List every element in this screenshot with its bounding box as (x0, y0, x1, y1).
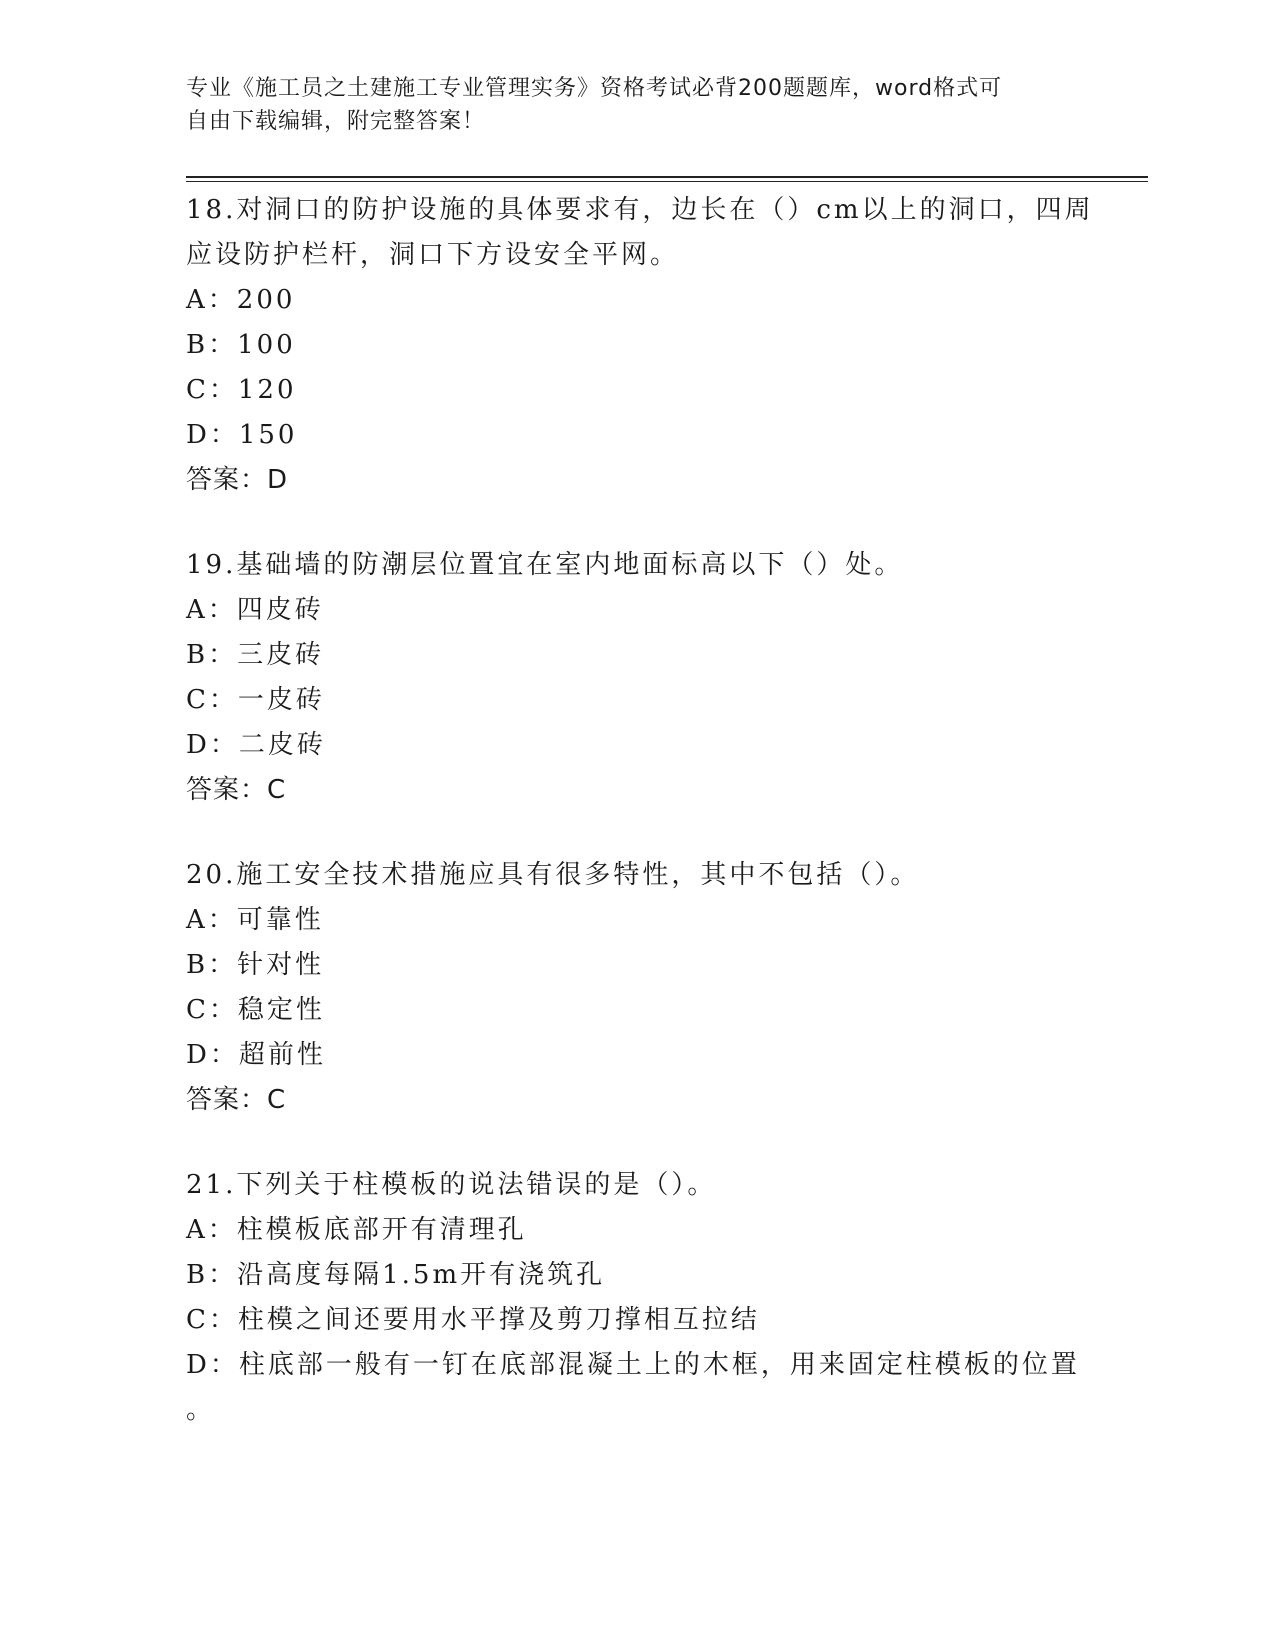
option-a: A：可靠性 (186, 905, 324, 935)
question-stem: 21.下列关于柱模板的说法错误的是（）。 (186, 1170, 717, 1200)
option-d: D：柱底部一般有一钉在底部混凝土上的木框，用来固定柱模板的位置 (186, 1350, 1080, 1380)
option-a: A：四皮砖 (186, 595, 324, 625)
option-a: A：200 (186, 285, 296, 315)
question-stem: 19.基础墙的防潮层位置宜在室内地面标高以下（）处。 (186, 550, 904, 580)
option-b: B：三皮砖 (186, 640, 325, 670)
question-stem-continued: 应设防护栏杆，洞口下方设安全平网。 (186, 240, 680, 270)
answer-text: 答案：C (186, 1085, 287, 1115)
header-divider-thick (186, 176, 1148, 178)
question-21 (186, 1163, 1086, 1433)
question-18 (186, 188, 1094, 503)
header-title-line-1: 专业《施工员之土建施工专业管理实务》资格考试必背200题题库，word格式可 (186, 76, 1003, 101)
option-b: B：针对性 (186, 950, 325, 980)
option-d-continued: 。 (186, 1395, 216, 1425)
document-header (186, 72, 1066, 138)
answer-text: 答案：D (186, 465, 289, 495)
option-c: C：一皮砖 (186, 685, 325, 715)
header-title-line-2: 自由下载编辑，附完整答案！ (186, 109, 486, 134)
option-d: D：超前性 (186, 1040, 326, 1070)
question-stem: 18.对洞口的防护设施的具体要求有，边长在（）cm以上的洞口，四周 (186, 195, 1094, 225)
option-a: A：柱模板底部开有清理孔 (186, 1215, 527, 1245)
question-stem: 20.施工安全技术措施应具有很多特性，其中不包括（）。 (186, 860, 920, 890)
option-c: C：稳定性 (186, 995, 325, 1025)
option-d: D：二皮砖 (186, 730, 326, 760)
option-d: D：150 (186, 420, 298, 450)
header-divider-thin (186, 181, 1148, 182)
question-19 (186, 543, 1086, 813)
option-b: B：100 (186, 330, 296, 360)
option-c: C：120 (186, 375, 297, 405)
option-c: C：柱模之间还要用水平撑及剪刀撑相互拉结 (186, 1305, 760, 1335)
option-b: B：沿高度每隔1.5m开有浇筑孔 (186, 1260, 606, 1290)
question-20 (186, 853, 1086, 1123)
answer-text: 答案：C (186, 775, 287, 805)
question-list (186, 188, 1094, 1473)
